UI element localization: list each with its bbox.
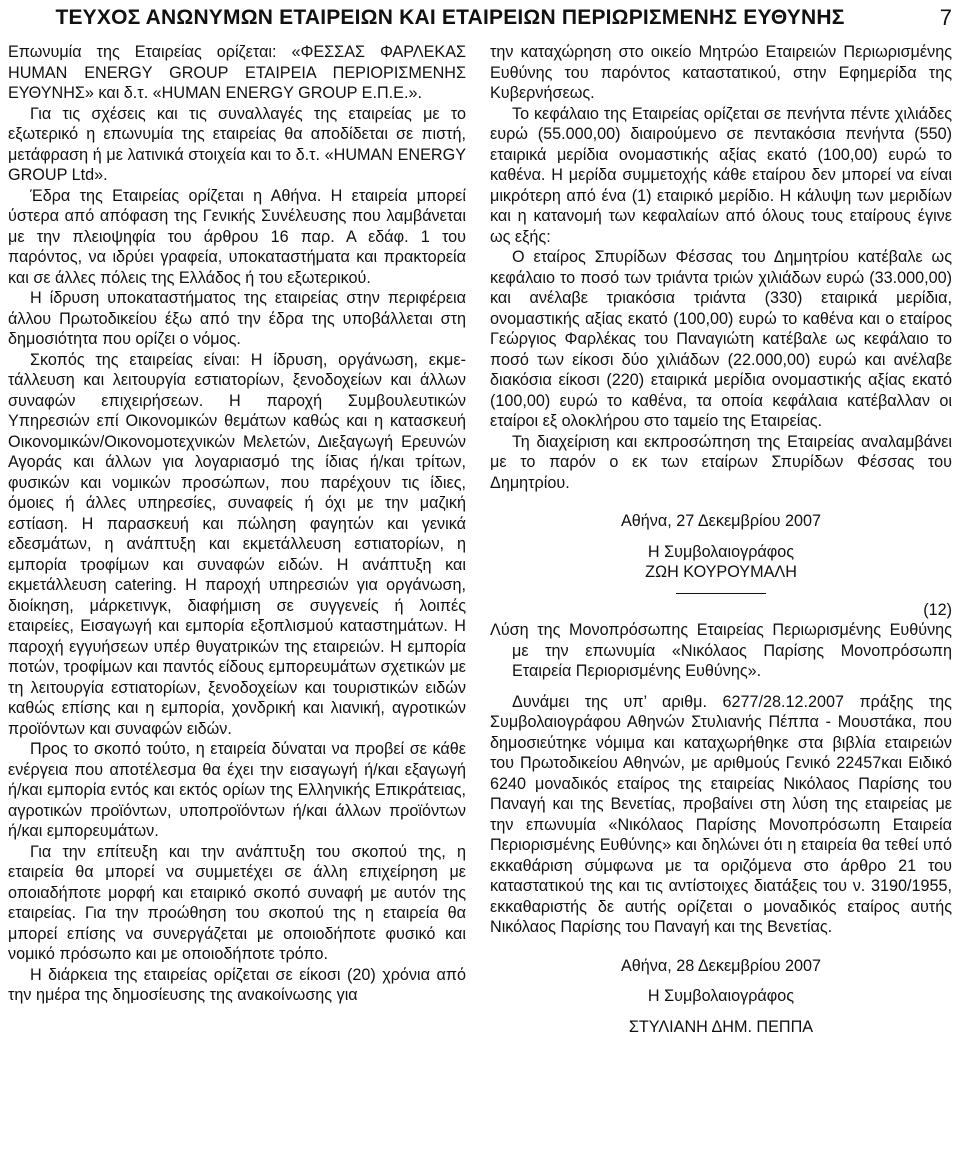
header-title: ΤΕΥΧΟΣ ΑΝΩΝΥΜΩΝ ΕΤΑΙΡΕΙΩΝ ΚΑΙ ΕΤΑΙΡΕΙΩΝ ΠΕΡΙΩΡΙΣΜΕΝΗΣ ΕΥΘΥΝΗΣ — [55, 6, 845, 29]
paragraph-purpose-means: Προς το σκοπό τούτο, η εταιρεία δύναται να προβεί σε κάθε ενέργεια που αποτέλεσμα θα έχει την εισαγωγή ή/και εξαγωγή ή/και εμπορία εντός και εκτός ορίων της Ελληνικής Επικράτειας, αγροτικών προϊόντων, υποπροϊόντων ή/και άλλων προϊόντων ή/και εμπορευμάτων. — [8, 740, 466, 840]
paragraph-branch: Η ίδρυση υποκαταστήματος της εταιρείας στην περιφέρεια άλλου Πρωτοδικείου έξω από την έδρα της υποβάλλεται στη δημοσιότητα που ορίζει ο νόμος. — [8, 289, 466, 348]
right-column — [490, 42, 952, 1037]
spacer — [490, 493, 952, 511]
spacer — [490, 1007, 952, 1017]
spacer — [490, 682, 952, 692]
signature-place-date-2: Αθήνα, 28 Δεκεμβρίου 2007 — [620, 956, 821, 975]
page-header — [8, 2, 952, 36]
item-number: (12) — [923, 600, 952, 619]
section-divider — [676, 593, 766, 594]
signature-name-2: ΣΤΥΛΙΑΝΗ ΔΗΜ. ΠΕΠΠΑ — [628, 1017, 814, 1036]
paragraph-partners: Ο εταίρος Σπυρίδων Φέσσας του Δημητρίου κατέβαλε ως κεφάλαιο το ποσό των τριάντα τριών χιλιάδων ευρώ (33.000,00) και ανέλαβε τριακόσια τριάντα (330) εταιρικά μερίδια, ονομαστικής αξίας εκατό (100,00) ευρώ το καθένα και ο εταίρος Γεώργιος Φαρλέκας του Παναγιώτη κατέβαλε ως κεφάλαιο το ποσό των είκοσι δύο χιλιάδων (22.000,00) ευρώ και ανέλαβε διακόσια είκοσι (220) εταιρικά μερίδια ονομαστικής αξίας εκατό (100,00) ευρώ το καθένα, τα οποία κεφάλαια κατέβαλλαν οι εταίροι εξ ολοκλήρου στο ταμείο της Εταιρείας. — [490, 248, 952, 430]
signature-role: Η Συμβολαιογράφος — [647, 542, 795, 561]
spacer — [490, 976, 952, 986]
signature-place-date: Αθήνα, 27 Δεκεμβρίου 2007 — [620, 512, 821, 530]
spacer — [490, 938, 952, 956]
paragraph-company-name: Επωνυμία της Εταιρείας ορίζεται: «ΦΕΣΣΑΣ ΦΑΡΛΕΚΑΣ HUMAN ENERGY GROUP ΕΤΑΙΡΕΙΑ ΠΕΡΙΟΡΙΣΜΕΝΗΣ ΕΥΘΥΝΗΣ» και δ.τ. «HUMAN ENERGY GROUP Ε.Π.Ε.». — [8, 43, 466, 102]
paragraph-management: Τη διαχείριση και εκπροσώπηση της Εταιρείας αναλαμβάνει με το παρόν ο εκ των εταίρων Σπυρίδων Φέσσας του Δημητρίου. — [490, 432, 952, 492]
paragraph-foreign-name: Για τις σχέσεις και τις συναλλαγές της εταιρείας με το εξωτερικό η επωνυμία της εταιρείας θα αποδίδεται σε πιστή, μετάφραση ή με λατινικά στοιχεία και το δ.τ. «HUMAN ENERGY GROUP Ltd». — [8, 104, 466, 184]
paragraph-duration: Η διάρκεια της εταιρείας ορίζεται σε είκοσι (20) χρόνια από την ημέρα της δημοσίευσης της ανακοίνωσης για — [8, 965, 466, 1004]
notice-heading: Λύση της Μονοπρόσωπης Εταιρείας Περιωρισμένης Ευθύνης με την επωνυμία «Νικόλαος Παρίσης Μονοπρόσωπη Εταιρεία Περιορισμένης Ευθύνης». — [490, 621, 952, 680]
signature-name: ΖΩΗ ΚΟΥΡΟΥΜΑΛΗ — [645, 563, 797, 581]
paragraph-purpose: Σκοπός της εταιρείας είναι: Η ίδρυση, οργάνωση, εκμετάλλευση και λειτουργία εστιατορίων, ξενοδοχείων και άλλων συναφών επιχειρήσεων. Η παροχή Συμβουλευτικών Υπηρεσιών επί Οικονομικών θεμάτων καθώς και η κατασκευή Οικονομικών/Οικονομοτεχνικών Μελετών, Διεξαγωγή Ερευνών Αγοράς και άλλων για λογαριασμό της ίδιας ή/και τρίτων, φυσικών και νομικών προσώπων, που παρέχουν τις ίδιες, όμοιες ή άλλες υπηρεσίες, συναφείς ή όχι με την μαζική εστίαση. Η παρασκευή και πώληση φαγητών και γενικά εδεσμάτων, η ανάπτυξη και εκμετάλλευση εστιατορίων, η εμπορία τροφίμων και συναφών ειδών. Η ανάπτυξη και εκμετάλλευση catering. Η παροχή υπηρεσιών για οργάνωση, διοίκηση, μάρκετινγκ, διαφήμιση σε συγγενείς ή λοιπές εταιρείες, Εισαγωγή και εμπορία εξοπλισμού καταστημάτων. Η παροχή εγγυήσεων υπέρ θυγατρικών της εταιρειών. Η εμπορία ποτών, τροφίμων και παντός είδους εμπορευμάτων σχετικών με τη λειτουργία εστιατορίων, ξενοδοχείων και τουριστικών ειδών καθώς επίσης και η εμπορία, χονδρική και λιανική, αγροτικών προϊόντων και συναφών ειδών. — [8, 350, 466, 738]
page-number: 7 — [939, 5, 952, 30]
spacer — [490, 532, 952, 542]
paragraph-participation: Για την επίτευξη και την ανάπτυξη του σκοπού της, η εταιρεία θα μπορεί να συμμετέχει σε άλλη επιχείρηση με οποιαδήποτε μορφή και εταιρικό σκοπό συναφή με αυτόν της εταιρείας. Για την προώθηση του σκοπού της η εταιρεία θα μπορεί επίσης να συνεργάζεται με οποιοδήποτε φυσικό και νομικό πρόσωπο και με οποιοδήποτε τρόπο. — [8, 842, 466, 963]
left-column — [8, 42, 466, 1006]
paragraph-seat: Έδρα της Εταιρείας ορίζεται η Αθήνα. Η εταιρεία μπορεί ύστερα από απόφαση της Γενικής Συνέλευσης που λαμβάνεται με την πλειοψηφία του άρθρου 16 παρ. Α εδάφ. 1 του παρόντος, να ιδρύει γραφεία, υποκαταστήματα και πρακτορεία και σε άλλες πόλεις της Ελλάδος ή του εξωτερικού. — [8, 186, 466, 287]
paragraph-dissolution: Δυνάμει της υπ’ αριθμ. 6277/28.12.2007 πράξης της Συμβολαιογράφου Αθηνών Στυλιανής Πέππα - Μουστάκα, που δημοσιεύτηκε νόμιμα και καταχωρήθηκε στα βιβλία εταιρειών του Πρωτοδικείου Αθηνών, με αριθμούς Γενικό 22457και Ειδικό 6240 μοναδικός εταίρος της εταιρείας Νικόλαος Παρίσης του Παναγή και της Βενετίας, προβαίνει στη λύση της εταιρείας με την επωνυμία «Νικόλαος Παρίσης Μονοπρόσωπη Εταιρεία Περιορισμένης Ευθύνης» και δηλώνει ότι η εταιρεία θα τεθεί υπό εκκαθάριση σύμφωνα με τα οριζόμενα στο άρθρο 21 του καταστατικού της και τις αντίστοιχες διατάξεις του ν. 3190/1955, εκκαθαριστής δε αυτής ορίζεται ο μοναδικός εταίρος αυτής Νικόλαος Παρίσης του Παναγή και της Βενετίας. — [490, 692, 952, 936]
paragraph-capital: Το κεφάλαιο της Εταιρείας ορίζεται σε πενήντα πέντε χιλιάδες ευρώ (55.000,00) διαιρούμενο σε πεντακόσια πενήντα (550) εταιρικά μερίδια ονομαστικής αξίας εκατό (100,00) ευρώ το καθένα. Η μερίδα συμμετοχής κάθε εταίρου δεν μπορεί να είναι μικρότερη από ένα (1) εταιρικό μερίδιο. Η κάλυψη των μεριδίων και η κατανομή των κεφαλαίων από όλους τους εταίρους έγινε ως εξής: — [490, 104, 952, 246]
signature-role-2: Η Συμβολαιογράφος — [647, 987, 795, 1005]
paragraph-registration: την καταχώρηση στο οικείο Μητρώο Εταιρειών Περιωρισμένης Ευθύνης του παρόντος καταστατικού, στην Εφημερίδα της Κυβερνήσεως. — [490, 43, 952, 102]
